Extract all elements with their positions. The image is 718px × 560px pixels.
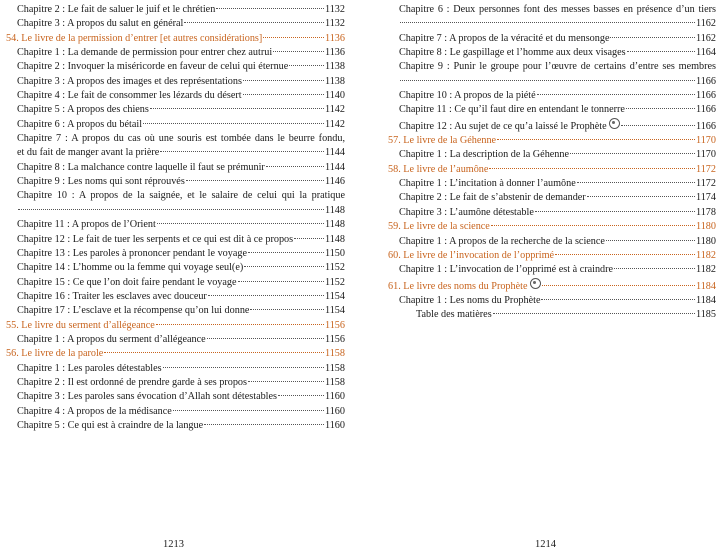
dot-leader [204, 424, 324, 425]
dot-leader [248, 381, 324, 382]
entry-page: 1148 [325, 219, 345, 231]
toc-entry [6, 75, 345, 89]
entry-title: Chapitre 2 : Invoquer la miséricorde en faveur de celui qui éternue [17, 61, 289, 73]
entry-page: 1148 [325, 233, 345, 245]
entry-title: Chapitre 12 : Le fait de tuer les serpents et ce qui est dit à ce propos [17, 233, 294, 245]
dot-leader [244, 266, 324, 267]
entry-title-cont: et du fait de manger avant la prière [17, 147, 160, 159]
entry-title: 61. Le livre des noms du Prophète [388, 280, 528, 292]
entry-page: 1136 [325, 47, 345, 59]
entry-title: Chapitre 4 : Le fait de consommer les lézards du désert [17, 90, 242, 102]
toc-entry [6, 189, 345, 218]
entry-title: Chapitre 8 : La malchance contre laquelle il faut se prémunir [17, 161, 265, 173]
toc-entry [6, 17, 345, 31]
entry-title: Chapitre 3 : L’aumône détestable [399, 206, 534, 218]
entry-page: 1156 [325, 319, 345, 331]
entry-title-line2 [399, 75, 716, 89]
toc-entry [6, 233, 345, 247]
entry-title: Chapitre 1 : L’invocation de l’opprimé est à craindre [399, 264, 614, 276]
toc-entry [388, 206, 716, 220]
dot-leader [541, 299, 695, 300]
toc-entry [388, 263, 716, 277]
toc-entry [388, 60, 716, 89]
entry-title: Chapitre 3 : A propos des images et des représentations [17, 75, 242, 87]
entry-page: 1172 [696, 178, 716, 190]
entry-title-line2 [399, 17, 716, 31]
toc-entry [6, 118, 345, 132]
entry-page: 1166 [696, 90, 716, 102]
left-toc-column [6, 3, 345, 433]
entry-title-line2 [17, 204, 345, 218]
dot-leader [248, 252, 324, 253]
entry-title: Chapitre 11 : Ce qu’il faut dire en entendant le tonnerre [399, 104, 625, 116]
entry-title: Chapitre 17 : L’esclave et la récompense qu’on lui donne [17, 305, 250, 317]
toc-entry [6, 3, 345, 17]
dot-leader [156, 324, 324, 325]
toc-entry [6, 247, 345, 261]
entry-page: 1182 [696, 249, 716, 261]
entry-page: 1148 [325, 204, 345, 216]
entry-page: 1132 [325, 18, 345, 30]
entry-title: Chapitre 2 : Le fait de s’abstenir de demander [399, 192, 586, 204]
page-number: 1213 [163, 539, 184, 550]
entry-page: 1178 [696, 206, 716, 218]
entry-page: 1160 [325, 419, 345, 431]
toc-section-heading [388, 220, 716, 234]
dot-leader [266, 166, 324, 167]
entry-page: 1144 [325, 161, 345, 173]
toc-entry [388, 118, 716, 134]
dot-leader [497, 139, 695, 140]
toc-entry [388, 103, 716, 117]
dot-leader [537, 94, 695, 95]
entry-page: 1150 [325, 247, 345, 259]
toc-entry [388, 148, 716, 162]
dot-leader [216, 8, 324, 9]
entry-title: Chapitre 11 : A propos de l’Orient [17, 219, 156, 231]
dot-leader [273, 51, 324, 52]
toc-entry [6, 218, 345, 232]
honorific-seal-icon [609, 118, 620, 129]
entry-title: Chapitre 4 : A propos de la médisance [17, 405, 172, 417]
dot-leader [143, 123, 324, 124]
page-number: 1214 [535, 539, 556, 550]
dot-leader [535, 211, 695, 212]
toc-section-heading [6, 32, 345, 46]
toc-entry [6, 46, 345, 60]
entry-title-line2 [17, 146, 345, 160]
toc-entry [388, 308, 716, 322]
entry-title: Chapitre 5 : Ce qui est à craindre de la langue [17, 419, 204, 431]
entry-title: Chapitre 5 : A propos des chiens [17, 104, 149, 116]
entry-title: Chapitre 1 : A propos de la recherche de la science [399, 235, 605, 247]
entry-page: 1162 [696, 32, 716, 44]
dot-leader [489, 168, 695, 169]
toc-entry [388, 46, 716, 60]
dot-leader [150, 108, 324, 109]
entry-title: Chapitre 6 : A propos du bétail [17, 118, 143, 130]
entry-title: Chapitre 9 : Les noms qui sont réprouvés [17, 176, 185, 188]
entry-page: 1158 [325, 348, 345, 360]
entry-page: 1138 [325, 75, 345, 87]
entry-page: 1160 [325, 391, 345, 403]
entry-page: 1184 [696, 280, 716, 292]
entry-page: 1158 [325, 362, 345, 374]
toc-entry [6, 333, 345, 347]
dot-leader [160, 151, 324, 152]
entry-title: Chapitre 10 : A propos de la saignée, et le salaire de celui qui la pratique [17, 190, 345, 202]
toc-entry [6, 103, 345, 117]
toc-entry [388, 32, 716, 46]
dot-leader [157, 223, 324, 224]
entry-title: 56. Le livre de la parole [6, 348, 104, 360]
entry-page: 1142 [325, 118, 345, 130]
toc-entry [388, 89, 716, 103]
dot-leader [263, 37, 324, 38]
entry-title: Table des matières [416, 309, 492, 321]
honorific-seal-icon [530, 278, 541, 289]
entry-title: Chapitre 1 : Les noms du Prophète [399, 294, 541, 306]
entry-title: Chapitre 9 : Punir le groupe pour l’œuvre de certains d’entre ses membres [399, 61, 716, 73]
dot-leader [208, 295, 324, 296]
dot-leader [555, 254, 695, 255]
entry-page: 1166 [696, 120, 716, 132]
entry-page: 1140 [325, 90, 345, 102]
entry-title: Chapitre 13 : Les paroles à prononcer pendant le voyage [17, 247, 247, 259]
entry-title: Chapitre 1 : L’incitation à donner l’aumône [399, 178, 576, 190]
entry-page: 1152 [325, 262, 345, 274]
entry-page: 1166 [696, 104, 716, 116]
dot-leader [243, 94, 324, 95]
entry-page: 1184 [696, 294, 716, 306]
dot-leader [493, 313, 695, 314]
entry-title: Chapitre 1 : A propos du serment d’allégeance [17, 333, 206, 345]
entry-page: 1136 [325, 32, 345, 44]
entry-title: Chapitre 14 : L’homme ou la femme qui voyage seul(e) [17, 262, 244, 274]
toc-entry [6, 132, 345, 161]
toc-section-heading [6, 347, 345, 361]
dot-leader [627, 51, 695, 52]
entry-title: Chapitre 1 : Les paroles détestables [17, 362, 162, 374]
toc-entry [6, 304, 345, 318]
dot-leader [570, 153, 695, 154]
entry-page: 1170 [696, 149, 716, 161]
dot-leader [238, 281, 324, 282]
entry-page: 1185 [696, 309, 716, 321]
toc-section-heading [388, 278, 716, 294]
toc-entry [6, 161, 345, 175]
entry-title: Chapitre 6 : Deux personnes font des messes basses en présence d’un tiers [399, 4, 716, 15]
dot-leader [294, 238, 324, 239]
toc-entry [6, 405, 345, 419]
entry-page: 1154 [325, 290, 345, 302]
entry-title: Chapitre 3 : A propos du salut en général [17, 18, 184, 30]
toc-entry [388, 235, 716, 249]
entry-page: 1158 [325, 376, 345, 388]
toc-section-heading [388, 249, 716, 263]
entry-title: 55. Le livre du serment d’allégeance [6, 319, 155, 331]
toc-entry [388, 3, 716, 32]
dot-leader [626, 108, 695, 109]
entry-page: 1142 [325, 104, 345, 116]
entry-page: 1138 [325, 61, 345, 73]
toc-section-heading [388, 134, 716, 148]
dot-leader [289, 65, 324, 66]
entry-page: 1166 [696, 75, 716, 87]
toc-entry [6, 362, 345, 376]
entry-page: 1160 [325, 405, 345, 417]
dot-leader [587, 196, 695, 197]
entry-title: Chapitre 15 : Ce que l’on doit faire pendant le voyage [17, 276, 237, 288]
toc-entry [6, 290, 345, 304]
entry-title: 58. Le livre de l’aumône [388, 163, 489, 175]
entry-page: 1164 [696, 47, 716, 59]
entry-title: Chapitre 8 : Le gaspillage et l’homme aux deux visages [399, 47, 626, 59]
entry-page: 1174 [696, 192, 716, 204]
entry-page: 1132 [325, 4, 345, 15]
entry-page: 1146 [325, 176, 345, 188]
toc-section-heading [388, 163, 716, 177]
toc-section-heading [6, 319, 345, 333]
toc-entry [6, 390, 345, 404]
dot-leader [18, 209, 324, 210]
entry-title: 57. Le livre de la Géhenne [388, 135, 497, 147]
entry-title: Chapitre 1 : La demande de permission pour entrer chez autrui [17, 47, 273, 59]
dot-leader [400, 80, 695, 81]
dot-leader [104, 352, 324, 353]
entry-title: 60. Le livre de l’invocation de l’opprimé [388, 249, 555, 261]
toc-entry [6, 376, 345, 390]
entry-page: 1152 [325, 276, 345, 288]
toc-entry [388, 191, 716, 205]
entry-page: 1170 [696, 135, 716, 147]
entry-page: 1154 [325, 305, 345, 317]
right-toc-column [388, 3, 716, 323]
dot-leader [614, 268, 695, 269]
entry-title: Chapitre 7 : A propos de la véracité et du mensonge [399, 32, 610, 44]
entry-title: Chapitre 2 : Le fait de saluer le juif et le chrétien [17, 4, 216, 15]
entry-page: 1172 [696, 163, 716, 175]
dot-leader [163, 367, 324, 368]
entry-title: Chapitre 2 : Il est ordonné de prendre garde à ses propos [17, 376, 247, 388]
entry-title-line1: Chapitre 7 : A propos du cas où une souris est tombée dans le beurre fondu, [17, 133, 345, 145]
toc-entry [6, 276, 345, 290]
entry-page: 1182 [696, 264, 716, 276]
entry-title: Chapitre 1 : La description de la Géhenne [399, 149, 570, 161]
dot-leader [542, 285, 696, 286]
dot-leader [184, 22, 324, 23]
toc-entry [6, 60, 345, 74]
entry-title: Chapitre 16 : Traiter les esclaves avec douceur [17, 290, 207, 302]
dot-leader [606, 240, 695, 241]
toc-entry [388, 294, 716, 308]
dot-leader [621, 125, 695, 126]
entry-page: 1180 [696, 221, 716, 233]
entry-title: 59. Le livre de la science [388, 221, 490, 233]
entry-page: 1162 [696, 18, 716, 30]
entry-page: 1180 [696, 235, 716, 247]
entry-title: Chapitre 12 : Au sujet de ce qu’a laissé le Prophète [399, 120, 607, 132]
dot-leader [186, 180, 324, 181]
dot-leader [173, 410, 324, 411]
toc-entry [6, 261, 345, 275]
dot-leader [610, 37, 695, 38]
dot-leader [400, 22, 695, 23]
toc-entry [388, 177, 716, 191]
dot-leader [250, 309, 324, 310]
entry-title: 54. Le livre de la permission d’entrer [et autres considérations] [6, 32, 263, 44]
entry-page: 1144 [325, 147, 345, 159]
dot-leader [577, 182, 695, 183]
entry-title: Chapitre 3 : Les paroles sans évocation d’Allah sont détestables [17, 391, 277, 403]
toc-entry [6, 89, 345, 103]
entry-title: Chapitre 10 : A propos de la piété [399, 90, 536, 102]
dot-leader [278, 395, 324, 396]
entry-page: 1156 [325, 333, 345, 345]
toc-entry [6, 175, 345, 189]
dot-leader [243, 80, 324, 81]
dot-leader [491, 225, 695, 226]
dot-leader [207, 338, 324, 339]
toc-entry [6, 419, 345, 433]
